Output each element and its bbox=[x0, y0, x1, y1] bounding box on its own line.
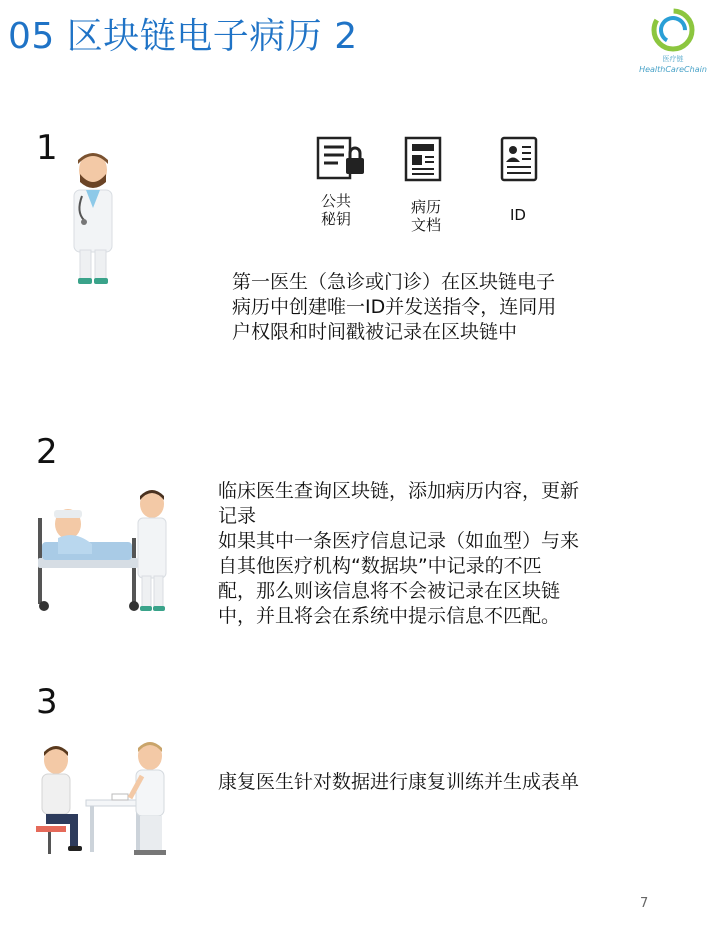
doctor-illustration bbox=[62, 150, 124, 288]
locked-document-icon bbox=[316, 136, 368, 182]
label-line: 公共 bbox=[320, 192, 351, 210]
text-line: 记录 bbox=[218, 505, 257, 527]
step-1-description bbox=[232, 270, 612, 345]
icon-label-public-key bbox=[312, 192, 360, 228]
text-line: 户权限和时间戳被记录在区块链中 bbox=[232, 321, 518, 343]
text-line: 病历中创建唯一ID并发送指令，连同用 bbox=[232, 296, 557, 318]
text-line: 第一医生（急诊或门诊）在区块链电子 bbox=[232, 271, 556, 293]
consultation-illustration bbox=[34, 742, 182, 862]
page-title: 05 区块链电子病历 2 bbox=[8, 16, 358, 57]
text-line: 自其他医疗机构“数据块”中记录的不匹 bbox=[218, 555, 542, 577]
step-2-number: 2 bbox=[36, 432, 58, 472]
label-line: 病历 bbox=[410, 198, 441, 216]
text-line: 中，并且将会在系统中提示信息不匹配。 bbox=[218, 605, 561, 627]
medical-record-document-icon bbox=[404, 136, 444, 182]
logo-english-name: HealthCareChain bbox=[639, 65, 707, 74]
text-line: 配，那么则该信息将不会被记录在区块链 bbox=[218, 580, 561, 602]
page-number: 7 bbox=[640, 896, 649, 911]
icon-label-id bbox=[496, 206, 540, 224]
label-line: ID bbox=[510, 206, 526, 224]
step-2-description bbox=[218, 479, 638, 629]
step-3-description bbox=[218, 770, 648, 795]
label-line: 文档 bbox=[410, 216, 441, 234]
label-line: 秘钥 bbox=[320, 210, 351, 228]
logo-chinese-name: 医疗链 bbox=[662, 55, 684, 63]
text-line: 康复医生针对数据进行康复训练并生成表单 bbox=[218, 771, 580, 793]
patient-in-bed-illustration bbox=[30, 482, 180, 618]
text-line: 临床医生查询区块链，添加病历内容，更新 bbox=[218, 480, 580, 502]
text-line: 如果其中一条医疗信息记录（如血型）与来 bbox=[218, 530, 580, 552]
id-card-icon bbox=[500, 136, 540, 182]
step-1-number: 1 bbox=[36, 128, 58, 168]
step-3-number: 3 bbox=[36, 682, 58, 722]
icon-label-medical-record bbox=[402, 198, 450, 234]
